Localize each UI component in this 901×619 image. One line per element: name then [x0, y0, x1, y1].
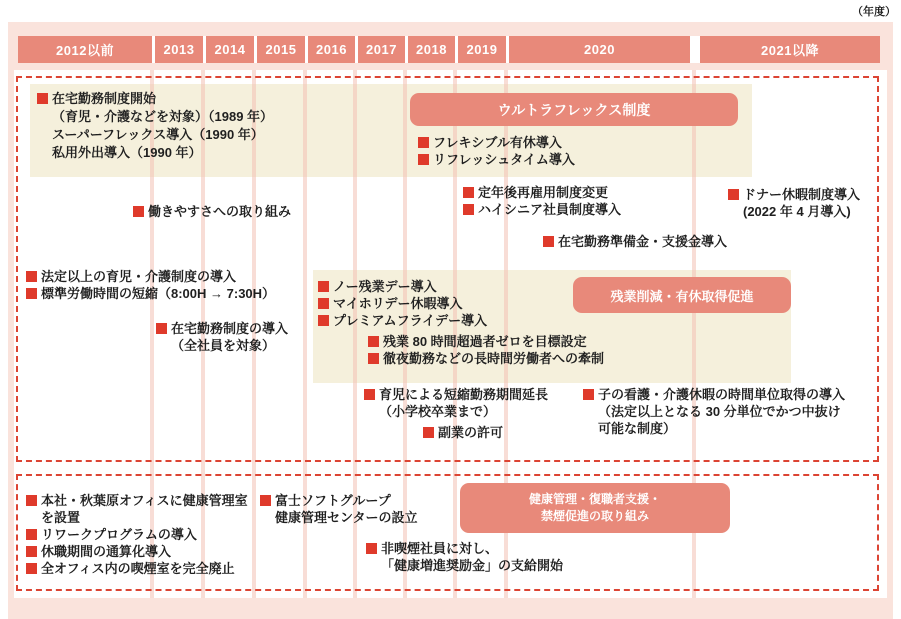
- bullet-square-icon: [26, 495, 37, 506]
- bullet-square-icon: [368, 336, 379, 347]
- bullet-square-icon: [318, 298, 329, 309]
- timeline-item-high-senior: ハイシニア社員制度導入: [463, 201, 621, 218]
- bullet-square-icon: [368, 353, 379, 364]
- timeline-item-donor-leave: ドナー休暇制度導入 (2022 年 4 月導入): [728, 186, 860, 220]
- timeline-item-fukugyou: 副業の許可: [423, 424, 503, 441]
- bullet-square-icon: [318, 315, 329, 326]
- timeline-item-tetsuya-kinmu: 徹夜勤務などの長時間労働者への牽制: [368, 350, 604, 367]
- bullet-square-icon: [133, 206, 144, 217]
- bullet-square-icon: [364, 389, 375, 400]
- bullet-square-icon: [583, 389, 594, 400]
- year-header-2017: 2017: [358, 36, 405, 63]
- timeline-item-zaitaku-shienkin: 在宅勤務準備金・支援金導入: [543, 233, 727, 250]
- bullet-square-icon: [463, 204, 474, 215]
- bullet-square-icon: [543, 236, 554, 247]
- banner-zangyo-sakugen: 残業削減・有休取得促進: [573, 277, 791, 313]
- bullet-square-icon: [26, 546, 37, 557]
- timeline-item-rework-program: リワークプログラムの導入: [26, 526, 197, 543]
- year-header-2016: 2016: [308, 36, 355, 63]
- bullet-square-icon: [37, 93, 48, 104]
- year-header-2013: 2013: [155, 36, 203, 63]
- timeline-item-zaitaku-zenshain: 在宅勤務制度の導入 （全社員を対象）: [156, 320, 288, 354]
- timeline-item-kyuushoku-tsuusan: 休職期間の通算化導入: [26, 543, 171, 560]
- timeline-item-kenkou-kanrishitsu: 本社・秋葉原オフィスに健康管理室 を設置: [26, 492, 248, 526]
- year-header-2018: 2018: [408, 36, 455, 63]
- timeline-item-zaitaku-start: 在宅勤務制度開始 （育児・介護などを対象）（1989 年） スーパーフレックス導入（1990 年） 私用外出導入（1990 年）: [37, 90, 273, 162]
- timeline-item-houtei-ijou: 法定以上の育児・介護制度の導入: [26, 268, 236, 285]
- axis-unit-label: （年度）: [852, 6, 896, 18]
- banner-kenkou-kanri: 健康管理・復職者支援・ 禁煙促進の取り組み: [460, 483, 730, 533]
- timeline-item-premium-friday: プレミアムフライデー導入: [318, 312, 487, 329]
- bullet-square-icon: [26, 271, 37, 282]
- timeline-item-ko-no-kango: 子の看護・介護休暇の時間単位取得の導入 （法定以上となる 30 分単位でかつ中抜け 可能な制度）: [583, 386, 845, 437]
- bullet-square-icon: [423, 427, 434, 438]
- timeline-item-flexible-leave: フレキシブル有休導入: [418, 134, 562, 151]
- timeline-item-hikitsuen-shourei: 非喫煙社員に対し、 「健康増進奨励金」の支給開始: [366, 540, 563, 574]
- bullet-square-icon: [26, 288, 37, 299]
- timeline-item-teinen-saikoyou: 定年後再雇用制度変更: [463, 184, 608, 201]
- bullet-square-icon: [728, 189, 739, 200]
- year-header-2021-ikou: 2021以降: [700, 36, 880, 63]
- timeline-item-ikuji-tanshuku: 育児による短縮勤務期間延長 （小学校卒業まで）: [364, 386, 548, 420]
- bullet-square-icon: [26, 529, 37, 540]
- bullet-square-icon: [463, 187, 474, 198]
- bullet-square-icon: [260, 495, 271, 506]
- timeline-item-my-holiday: マイホリデー休暇導入: [318, 295, 462, 312]
- year-header-2019: 2019: [458, 36, 506, 63]
- bullet-square-icon: [418, 137, 429, 148]
- timeline-item-zangyo-80: 残業 80 時間超過者ゼロを目標設定: [368, 333, 587, 350]
- year-header-2020: 2020: [509, 36, 690, 63]
- bullet-square-icon: [156, 323, 167, 334]
- timeline-item-kitsuenshitsu-haishi: 全オフィス内の喫煙室を完全廃止: [26, 560, 235, 577]
- bullet-square-icon: [418, 154, 429, 165]
- year-header-2015: 2015: [257, 36, 305, 63]
- timeline-item-refresh-time: リフレッシュタイム導入: [418, 151, 575, 168]
- year-header-2014: 2014: [206, 36, 254, 63]
- timeline-item-hatarakiyasusa: 働きやすさへの取り組み: [133, 203, 291, 220]
- bullet-square-icon: [366, 543, 377, 554]
- year-header-2012-izen: 2012以前: [18, 36, 152, 63]
- bullet-square-icon: [318, 281, 329, 292]
- timeline-item-fujisoft-center: 富士ソフトグループ 健康管理センターの設立: [260, 492, 417, 526]
- timeline-item-tanshuku-jikan: 標準労働時間の短縮（8:00H → 7:30H）: [26, 285, 275, 302]
- banner-ultraflex: ウルトラフレックス制度: [410, 93, 738, 126]
- timeline-item-no-zangyo-day: ノー残業デー導入: [318, 278, 437, 295]
- bullet-square-icon: [26, 563, 37, 574]
